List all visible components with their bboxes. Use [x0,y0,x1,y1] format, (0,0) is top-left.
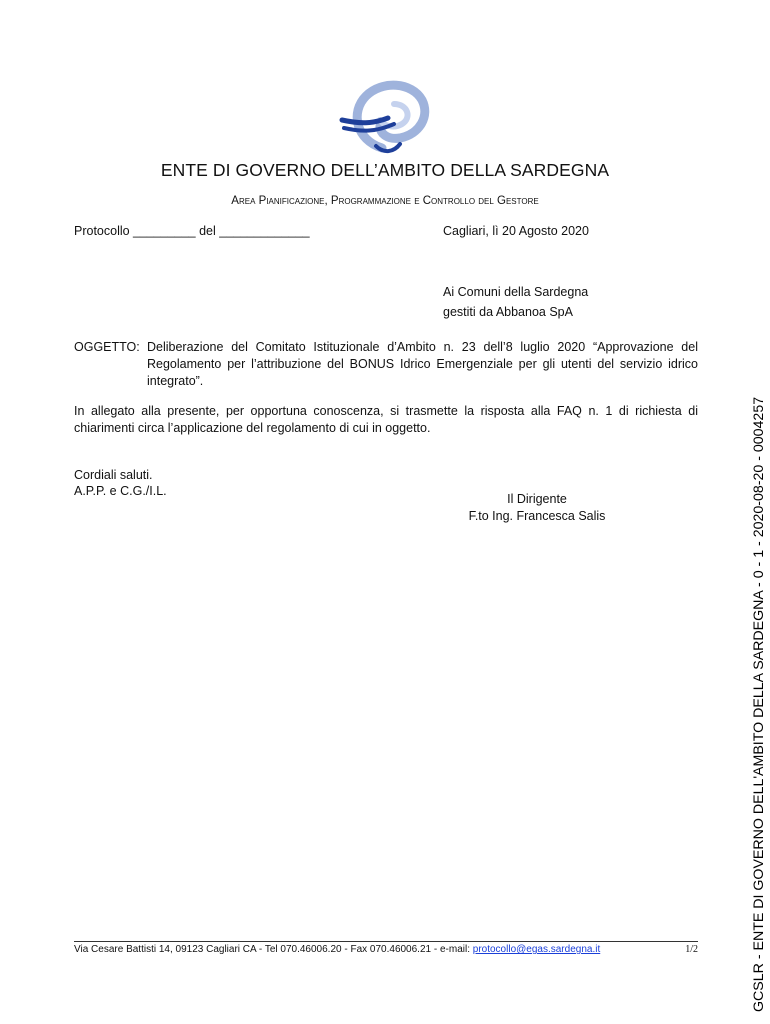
footer-address: Via Cesare Battisti 14, 09123 Cagliari CA - Tel 070.46006.20 - Fax 070.46006.21 - e-mail: [74,944,473,955]
protocol-side-stamp: GCSLR - ENTE DI GOVERNO DELL'AMBITO DELLA SARDEGNA - 0 - 1 - 2020-08-20 - 0004257 [751,396,767,1012]
page-number: 1/2 [685,944,698,955]
body-paragraph: In allegato alla presente, per opportuna conoscenza, si trasmette la risposta alla FAQ n. 1 di richiesta di chiarimenti circa l’applicazione del regolamento di cui in oggetto. [74,404,698,435]
subject-label: OGGETTO: [74,340,140,354]
signature-role: Il Dirigente [507,492,567,506]
footer-email-link[interactable]: protocollo@egas.sardegna.it [472,944,601,955]
greeting: Cordiali saluti. [74,468,153,482]
org-title: ENTE DI GOVERNO DELL’AMBITO DELLA SARDEGNA [160,160,610,180]
initials: A.P.P. e C.G./I.L. [74,484,167,498]
recipient-line-2: gestiti da Abbanoa SpA [443,305,573,319]
footer-divider [74,941,698,942]
area-subtitle: Area Pianificazione, Programmazione e Controllo del Gestore [231,195,539,207]
signature-block [450,491,624,525]
egas-logo [336,74,436,156]
recipient-block [443,282,588,322]
closing-block [74,467,167,499]
footer [74,944,698,955]
place-date: Cagliari, lì 20 Agosto 2020 [443,224,589,238]
protocol-line: Protocollo _________ del _____________ [74,224,310,238]
recipient-line-1: Ai Comuni della Sardegna [443,285,589,299]
subject-text: Deliberazione del Comitato Istituzionale d’Ambito n. 23 dell’8 luglio 2020 “Approvazione del Regolamento per l’attribuzione del BONUS Idrico Emergenziale per gli utenti del servizio idrico integrato”. [147,340,698,388]
subject-block [74,339,698,390]
signature-name: F.to Ing. Francesca Salis [468,509,606,523]
